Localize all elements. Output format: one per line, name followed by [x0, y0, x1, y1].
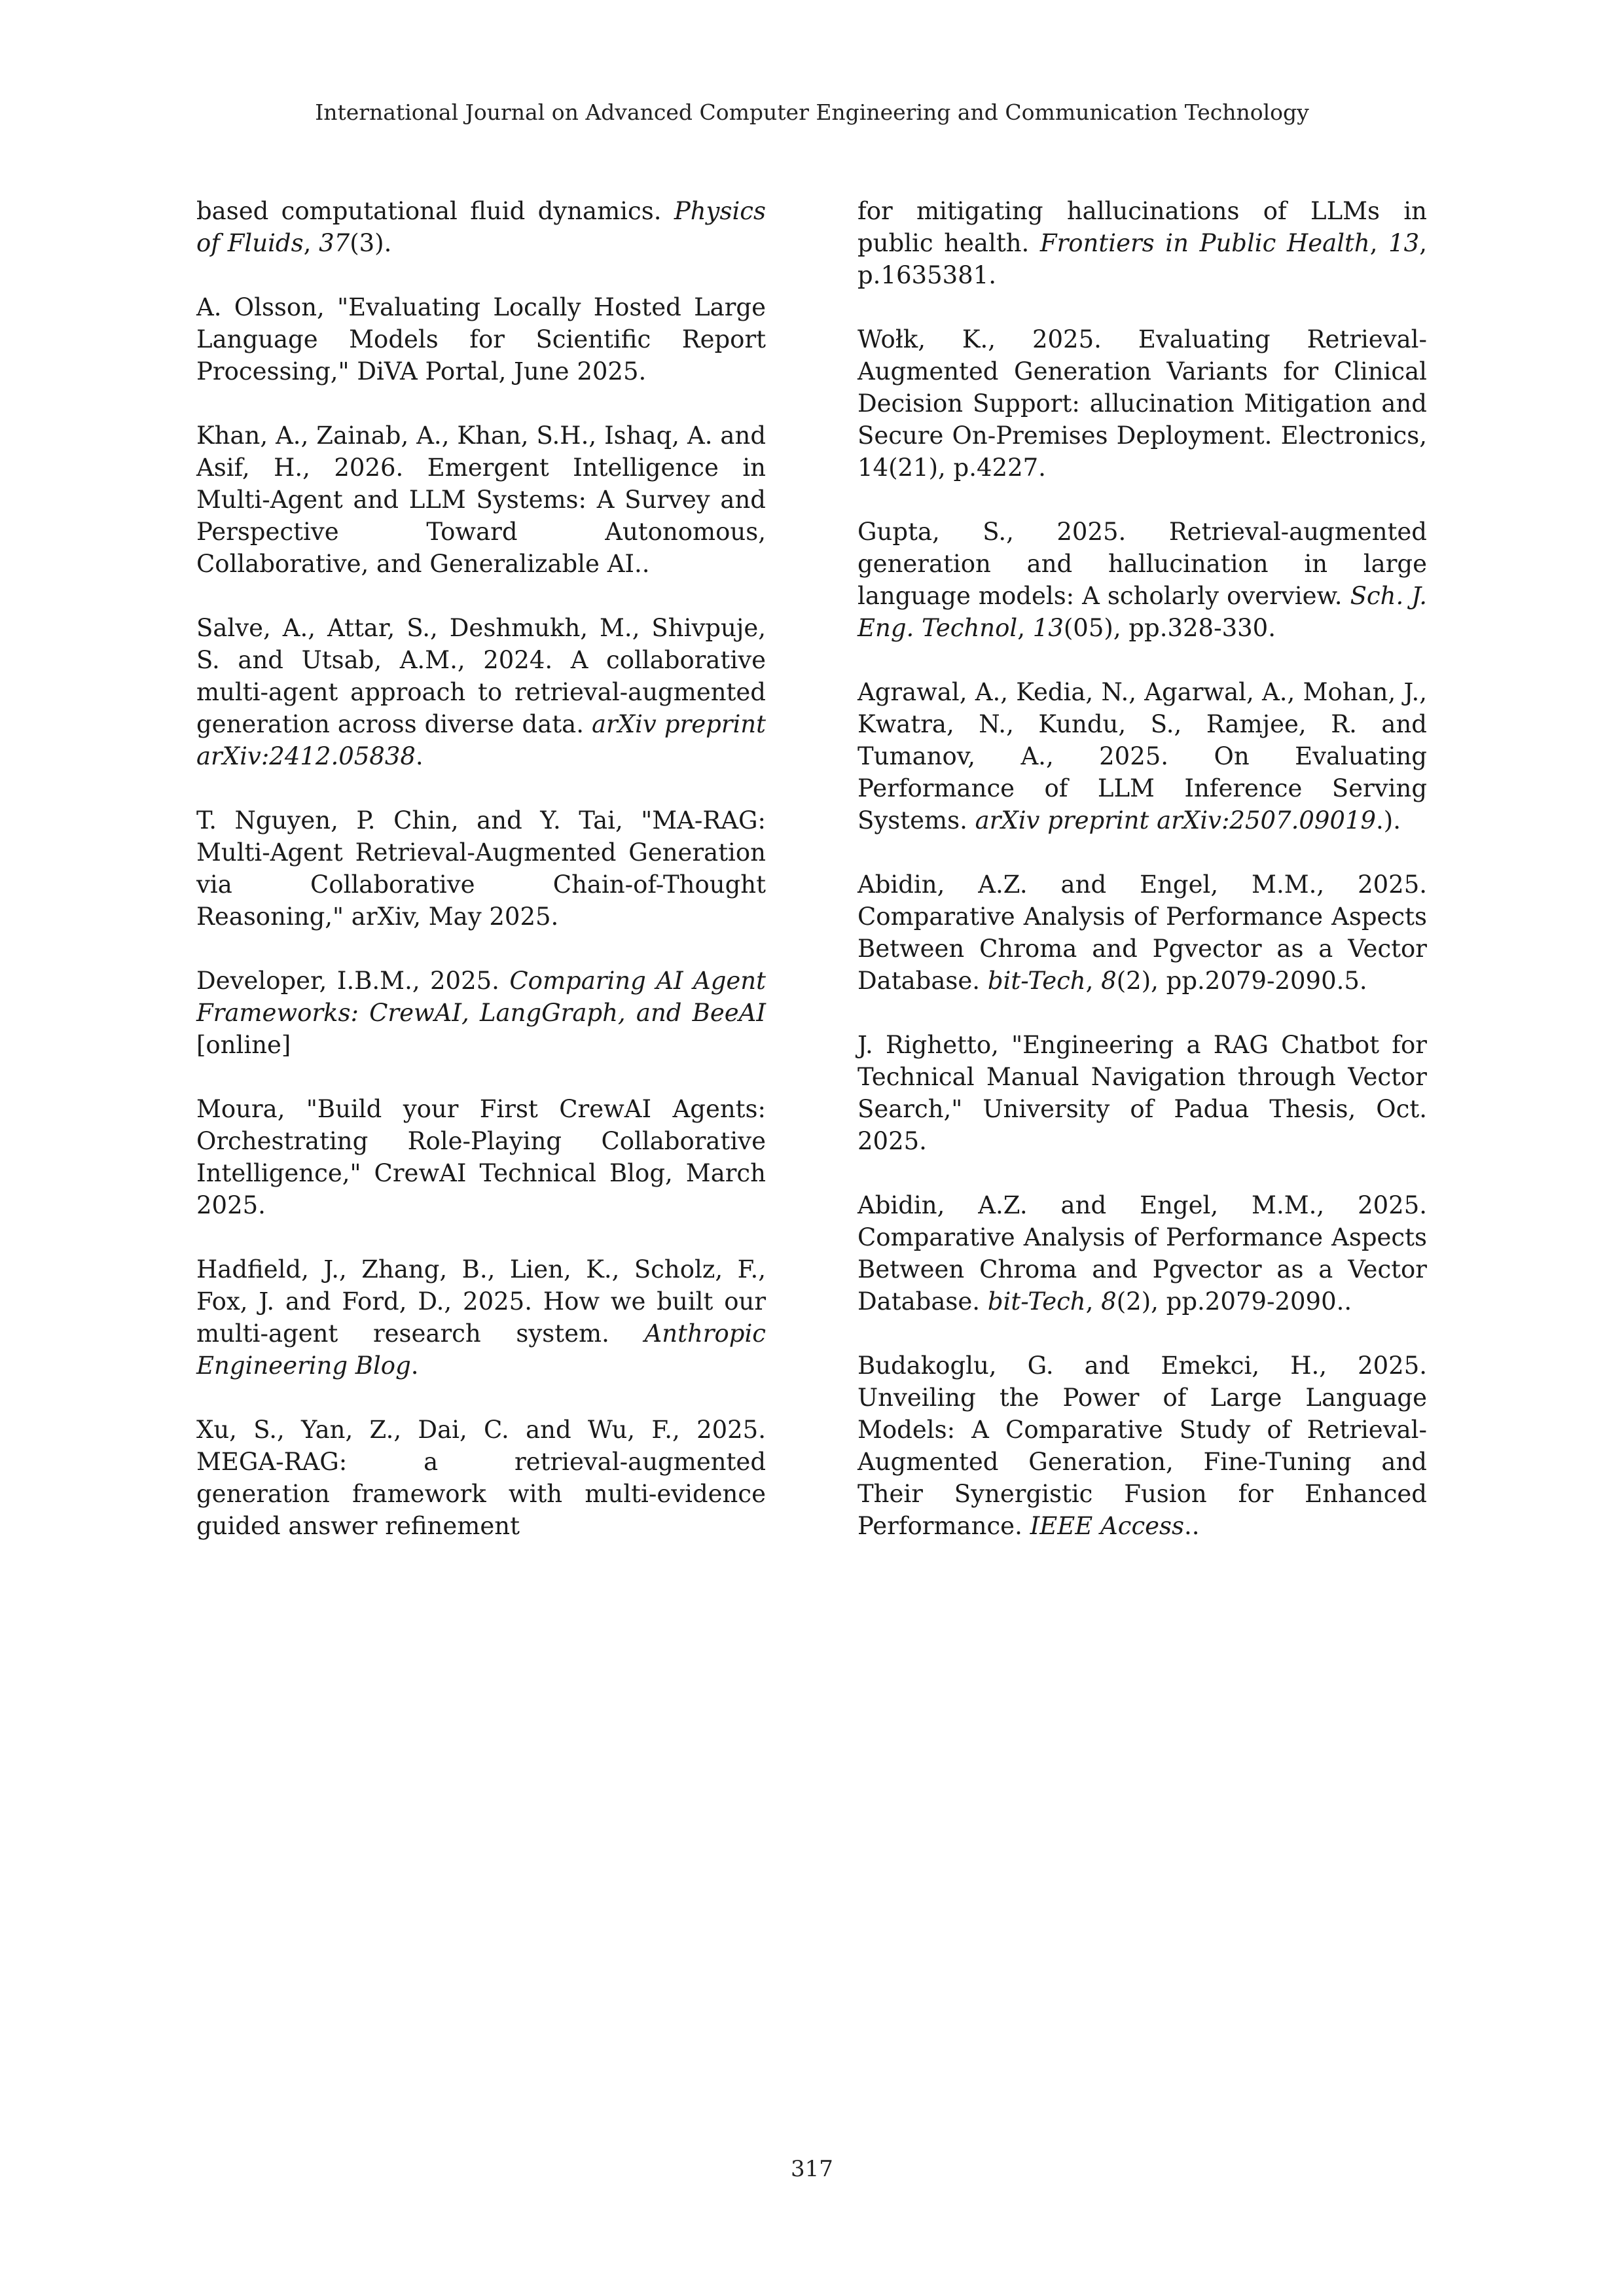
reference-entry	[857, 516, 1427, 644]
reference-text: Abidin, A.Z. and Engel, M.M., 2025. Comparative Analysis of Performance Aspects Between Chroma and Pgvector as a Vector Database.	[857, 1191, 1427, 1316]
page-number: 317	[791, 2156, 833, 2182]
references-right-column	[857, 195, 1427, 1574]
reference-text: ..	[1184, 1512, 1200, 1540]
reference-text: Developer, I.B.M., 2025.	[196, 967, 510, 995]
reference-entry	[857, 1029, 1427, 1157]
references-left-column	[196, 195, 766, 1574]
reference-italic-text: 13	[1388, 229, 1420, 257]
reference-text: Hadfield, J., Zhang, B., Lien, K., Scholz, F., Fox, J. and Ford, D., 2025. How we built our multi-agent research system.	[196, 1255, 766, 1348]
reference-text: , p.1635381.	[857, 229, 1427, 289]
reference-text: Salve, A., Attar, S., Deshmukh, M., Shivpuje, S. and Utsab, A.M., 2024. A collaborative multi-agent approach to retrieval-augmented generation across diverse data.	[196, 614, 766, 738]
reference-text: ,	[1017, 614, 1033, 642]
reference-text: (2), pp.2079-2090..	[1116, 1287, 1352, 1316]
reference-text: (05), pp.328-330.	[1063, 614, 1276, 642]
reference-text: Agrawal, A., Kedia, N., Agarwal, A., Mohan, J., Kwatra, N., Kundu, S., Ramjee, R. and Tumanov, A., 2025. On Evaluating Performance of LLM Inference Serving Systems.	[857, 678, 1427, 834]
reference-italic-text: bit-Tech	[987, 1287, 1086, 1316]
reference-text: Gupta, S., 2025. Retrieval-augmented generation and hallucination in large language models: A scholarly overview.	[857, 518, 1427, 610]
reference-text: ,	[303, 229, 319, 257]
reference-italic-text: 37	[319, 229, 350, 257]
reference-italic-text: 8	[1101, 1287, 1117, 1316]
reference-entry	[196, 1253, 766, 1382]
reference-italic-text: arXiv preprint arXiv:2507.09019	[975, 806, 1377, 834]
reference-text: [online]	[196, 1031, 291, 1059]
reference-text: .).	[1376, 806, 1401, 834]
reference-entry	[196, 1414, 766, 1542]
reference-text: Budakoglu, G. and Emekci, H., 2025. Unveiling the Power of Large Language Models: A Comparative Study of Retrieval-Augmented Generation, Fine-Tuning and Their Synergistic Fusion for Enhanced Performance.	[857, 1352, 1427, 1540]
reference-text: Moura, "Build your First CrewAI Agents: Orchestrating Role-Playing Collaborative Intelligence," CrewAI Technical Blog, March 2025.	[196, 1095, 766, 1219]
reference-italic-text: Comparing AI Agent Frameworks: CrewAI, LangGraph, and BeeAI	[196, 967, 766, 1027]
reference-text: Wołk, K., 2025. Evaluating Retrieval-Augmented Generation Variants for Clinical Decision Support: allucination Mitigation and Secure On-Premises Deployment. Electronics, 14(21), p.4227.	[857, 325, 1427, 482]
reference-entry	[857, 676, 1427, 836]
reference-text: Xu, S., Yan, Z., Dai, C. and Wu, F., 2025. MEGA-RAG: a retrieval-augmented generation framework with multi-evidence guided answer refinement	[196, 1416, 766, 1540]
reference-entry	[196, 195, 766, 259]
reference-text: T. Nguyen, P. Chin, and Y. Tai, "MA-RAG: Multi-Agent Retrieval-Augmented Generation via Collaborative Chain-of-Thought Reasoning," arXiv, May 2025.	[196, 806, 766, 931]
reference-text: Khan, A., Zainab, A., Khan, S.H., Ishaq, A. and Asif, H., 2026. Emergent Intelligence in Multi-Agent and LLM Systems: A Survey and Perspective Toward Autonomous, Collaborative, and Generalizable AI..	[196, 422, 766, 578]
reference-italic-text: Anthropic Engineering Blog	[196, 1319, 766, 1380]
reference-text: ,	[1085, 967, 1102, 995]
reference-entry	[196, 612, 766, 772]
reference-italic-text: Sch. J. Eng. Technol	[857, 582, 1427, 642]
reference-text: .	[410, 1352, 419, 1380]
reference-text: for mitigating hallucinations of LLMs in public health.	[857, 197, 1427, 257]
reference-italic-text: bit-Tech	[987, 967, 1086, 995]
reference-text: ,	[1085, 1287, 1102, 1316]
reference-text: (3).	[350, 229, 392, 257]
reference-italic-text: Physics of Fluids	[196, 197, 766, 257]
running-header: International Journal on Advanced Computer Engineering and Communication Technology	[315, 99, 1309, 125]
reference-italic-text: arXiv preprint arXiv:2412.05838	[196, 710, 766, 770]
reference-text: J. Righetto, "Engineering a RAG Chatbot for Technical Manual Navigation through Vector Search," University of Padua Thesis, Oct. 2025.	[857, 1031, 1427, 1155]
reference-entry	[857, 1350, 1427, 1542]
reference-entry	[196, 420, 766, 580]
reference-italic-text: 8	[1101, 967, 1117, 995]
reference-text: ,	[1369, 229, 1389, 257]
reference-entry	[857, 869, 1427, 997]
reference-italic-text: Frontiers in Public Health	[1039, 229, 1370, 257]
reference-entry	[196, 804, 766, 933]
reference-entry	[196, 291, 766, 387]
reference-text: based computational fluid dynamics.	[196, 197, 674, 225]
reference-text: (2), pp.2079-2090.5.	[1116, 967, 1367, 995]
reference-entry	[857, 323, 1427, 484]
reference-text: A. Olsson, "Evaluating Locally Hosted Large Language Models for Scientific Report Processing," DiVA Portal, June 2025.	[196, 293, 766, 386]
reference-italic-text: IEEE Access	[1030, 1512, 1185, 1540]
reference-text: Abidin, A.Z. and Engel, M.M., 2025. Comparative Analysis of Performance Aspects Between Chroma and Pgvector as a Vector Database.	[857, 870, 1427, 995]
reference-entry	[857, 1189, 1427, 1318]
reference-entry	[196, 1093, 766, 1221]
reference-text: .	[415, 742, 424, 770]
reference-italic-text: 13	[1032, 614, 1064, 642]
reference-entry	[857, 195, 1427, 291]
reference-entry	[196, 965, 766, 1061]
